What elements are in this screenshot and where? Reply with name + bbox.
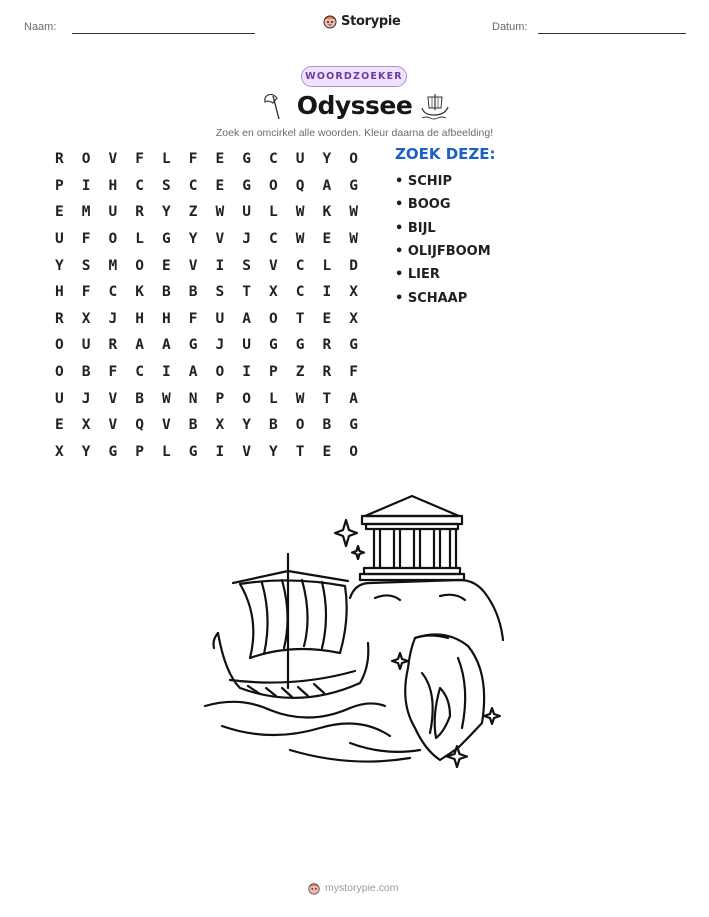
grid-letter[interactable]: X (349, 284, 358, 301)
grid-letter[interactable]: U (55, 231, 64, 248)
grid-letter[interactable]: K (322, 204, 332, 221)
grid-letter[interactable]: C (269, 151, 278, 168)
grid-row (46, 439, 367, 466)
grid-letter[interactable]: G (349, 177, 358, 194)
grid-letter[interactable]: I (162, 364, 171, 381)
grid-letter[interactable]: H (55, 284, 64, 301)
grid-letter[interactable]: R (55, 151, 64, 168)
page-title: Odyssee (296, 91, 413, 120)
grid-letter[interactable]: S (215, 284, 225, 301)
grid-letter[interactable]: B (269, 417, 278, 434)
word-list-item: • OLIJFBOOM (395, 244, 491, 260)
grid-row (46, 146, 367, 173)
grid-row (46, 199, 367, 226)
grid-letter[interactable]: V (215, 231, 225, 248)
grid-letter[interactable]: V (108, 151, 118, 168)
grid-letter[interactable]: G (349, 417, 358, 434)
grid-letter[interactable]: E (55, 204, 64, 221)
grid-letter[interactable]: J (108, 310, 118, 327)
grid-letter[interactable]: A (349, 390, 358, 407)
grid-letter[interactable]: A (162, 337, 171, 354)
word-list-item: • LIER (395, 267, 440, 283)
grid-letter[interactable]: U (242, 204, 251, 221)
date-label: Datum: (492, 21, 528, 33)
grid-letter[interactable]: F (81, 284, 91, 301)
grid-letter[interactable]: O (135, 257, 144, 274)
word-list-item: • SCHAAP (395, 290, 468, 306)
grid-letter[interactable]: O (242, 390, 251, 407)
grid-letter[interactable]: G (188, 443, 198, 460)
grid-row (46, 359, 367, 386)
odyssey-illustration (200, 488, 510, 788)
grid-letter[interactable]: P (135, 443, 144, 460)
grid-letter[interactable]: O (295, 417, 305, 434)
grid-letter[interactable]: V (108, 390, 118, 407)
grid-letter[interactable]: Z (295, 364, 305, 381)
grid-letter[interactable]: W (295, 204, 305, 221)
grid-letter[interactable]: C (108, 284, 118, 301)
word-list-title: ZOEK DEZE: (395, 145, 496, 163)
grid-letter[interactable]: X (81, 417, 91, 434)
grid-letter[interactable]: C (269, 231, 278, 248)
grid-letter[interactable]: G (162, 231, 171, 248)
grid-row (46, 412, 367, 439)
grid-letter[interactable]: L (162, 443, 171, 460)
name-label: Naam: (24, 21, 57, 33)
grid-letter[interactable]: X (55, 443, 64, 460)
grid-letter[interactable]: T (322, 390, 332, 407)
grid-letter[interactable]: I (242, 364, 251, 381)
grid-letter[interactable]: G (349, 337, 358, 354)
grid-letter[interactable]: F (188, 151, 198, 168)
grid-letter[interactable]: R (55, 310, 64, 327)
grid-letter[interactable]: X (269, 284, 278, 301)
grid-letter[interactable]: P (55, 177, 64, 194)
grid-letter[interactable]: Y (269, 443, 278, 460)
grid-letter[interactable]: W (162, 390, 171, 407)
grid-letter[interactable]: B (188, 417, 198, 434)
grid-letter[interactable]: V (108, 417, 118, 434)
grid-letter[interactable]: I (322, 284, 332, 301)
grid-letter[interactable]: E (322, 231, 332, 248)
grid-letter[interactable]: S (242, 257, 251, 274)
grid-letter[interactable]: Q (135, 417, 144, 434)
grid-letter[interactable]: I (81, 177, 91, 194)
grid-letter[interactable]: W (349, 204, 358, 221)
grid-letter[interactable]: G (295, 337, 305, 354)
grid-letter[interactable]: O (108, 231, 118, 248)
grid-letter[interactable]: X (81, 310, 91, 327)
grid-letter[interactable]: O (269, 310, 278, 327)
grid-letter[interactable]: C (135, 364, 144, 381)
grid-row (46, 226, 367, 253)
grid-letter[interactable]: F (81, 231, 91, 248)
grid-letter[interactable]: S (81, 257, 91, 274)
brand-name: Storypie (341, 13, 401, 29)
grid-letter[interactable]: A (188, 364, 198, 381)
grid-letter[interactable]: V (242, 443, 251, 460)
word-list-item: • SCHIP (395, 174, 452, 190)
grid-letter[interactable]: M (108, 257, 118, 274)
grid-letter[interactable]: E (215, 177, 225, 194)
grid-letter[interactable]: O (349, 443, 358, 460)
grid-letter[interactable]: L (135, 231, 144, 248)
grid-letter[interactable]: X (349, 310, 358, 327)
grid-letter[interactable]: I (215, 257, 225, 274)
grid-letter[interactable]: T (295, 310, 305, 327)
grid-letter[interactable]: H (108, 177, 118, 194)
grid-letter[interactable]: T (295, 443, 305, 460)
grid-letter[interactable]: C (188, 177, 198, 194)
grid-letter[interactable]: X (215, 417, 225, 434)
grid-letter[interactable]: L (269, 204, 278, 221)
grid-letter[interactable]: C (135, 177, 144, 194)
grid-letter[interactable]: C (295, 284, 305, 301)
helmet-icon (405, 634, 484, 760)
grid-letter[interactable]: K (135, 284, 144, 301)
grid-row (46, 332, 367, 359)
grid-letter[interactable]: Y (55, 257, 64, 274)
grid-letter[interactable]: L (162, 151, 171, 168)
grid-letter[interactable]: Y (242, 417, 251, 434)
word-list (395, 170, 491, 310)
storypie-mascot-icon (322, 13, 338, 29)
grid-letter[interactable]: Y (322, 151, 332, 168)
grid-letter[interactable]: U (81, 337, 91, 354)
grid-letter[interactable]: S (162, 177, 171, 194)
grid-letter[interactable]: O (81, 151, 91, 168)
grid-letter[interactable]: L (322, 257, 332, 274)
grid-letter[interactable]: U (295, 151, 305, 168)
grid-letter[interactable]: B (188, 284, 198, 301)
grid-letter[interactable]: R (322, 364, 332, 381)
grid-row (46, 306, 367, 333)
grid-letter[interactable]: E (55, 417, 64, 434)
grid-letter[interactable]: U (108, 204, 118, 221)
grid-letter[interactable]: R (322, 337, 332, 354)
grid-letter[interactable]: A (242, 310, 251, 327)
grid-letter[interactable]: Y (188, 231, 198, 248)
grid-letter[interactable]: W (349, 231, 358, 248)
grid-letter[interactable]: H (135, 310, 144, 327)
word-search-grid[interactable] (46, 146, 367, 465)
temple-icon (360, 496, 464, 580)
grid-letter[interactable]: L (269, 390, 278, 407)
grid-letter[interactable]: G (269, 337, 278, 354)
brand-logo (322, 13, 401, 29)
grid-letter[interactable]: D (349, 257, 358, 274)
grid-letter[interactable]: M (81, 204, 91, 221)
grid-row (46, 385, 367, 412)
grid-letter[interactable]: E (322, 310, 332, 327)
grid-letter[interactable]: W (295, 390, 305, 407)
grid-letter[interactable]: O (349, 151, 358, 168)
grid-letter[interactable]: J (242, 231, 251, 248)
grid-letter[interactable]: P (269, 364, 278, 381)
word-list-item: • BOOG (395, 197, 451, 213)
grid-row (46, 279, 367, 306)
grid-letter[interactable]: O (215, 364, 225, 381)
grid-letter[interactable]: W (295, 231, 305, 248)
grid-letter[interactable]: E (215, 151, 225, 168)
grid-letter[interactable]: B (162, 284, 171, 301)
instructions: Zoek en omcirkel alle woorden. Kleur daarna de afbeelding! (215, 127, 494, 139)
grid-letter[interactable]: H (162, 310, 171, 327)
grid-letter[interactable]: Z (188, 204, 198, 221)
grid-letter[interactable]: V (162, 417, 171, 434)
grid-letter[interactable]: F (188, 310, 198, 327)
grid-letter[interactable]: V (188, 257, 198, 274)
footer-url[interactable]: mystorypie.com (325, 882, 399, 894)
grid-row (46, 173, 367, 200)
grid-letter[interactable]: N (188, 390, 198, 407)
grid-letter[interactable]: T (242, 284, 251, 301)
grid-letter[interactable]: R (135, 204, 144, 221)
storypie-mascot-icon (307, 881, 321, 895)
grid-letter[interactable]: J (215, 337, 225, 354)
date-line[interactable] (538, 33, 686, 34)
worksheet-type-badge: WOORDZOEKER (301, 66, 407, 87)
grid-letter[interactable]: Y (162, 204, 171, 221)
grid-letter[interactable]: A (135, 337, 144, 354)
grid-letter[interactable]: E (322, 443, 332, 460)
name-line[interactable] (72, 33, 255, 34)
grid-letter[interactable]: R (108, 337, 118, 354)
viking-ship-icon (420, 92, 450, 120)
grid-letter[interactable]: U (242, 337, 251, 354)
footer (307, 881, 399, 895)
grid-letter[interactable]: F (108, 364, 118, 381)
grid-letter[interactable]: O (269, 177, 278, 194)
grid-letter[interactable]: C (295, 257, 305, 274)
grid-letter[interactable]: P (215, 390, 225, 407)
grid-letter[interactable]: G (242, 151, 251, 168)
ship-icon (214, 554, 369, 698)
grid-letter[interactable]: O (55, 364, 64, 381)
grid-letter[interactable]: V (269, 257, 278, 274)
grid-letter[interactable]: G (188, 337, 198, 354)
grid-letter[interactable]: B (322, 417, 332, 434)
grid-letter[interactable]: B (81, 364, 91, 381)
grid-letter[interactable]: G (108, 443, 118, 460)
grid-letter[interactable]: W (215, 204, 225, 221)
grid-row (46, 252, 367, 279)
word-list-item: • BIJL (395, 220, 436, 236)
grid-letter[interactable]: F (135, 151, 144, 168)
grid-letter[interactable]: U (55, 390, 64, 407)
grid-letter[interactable]: A (322, 177, 332, 194)
grid-letter[interactable]: E (162, 257, 171, 274)
grid-letter[interactable]: I (215, 443, 225, 460)
grid-letter[interactable]: Y (81, 443, 91, 460)
grid-letter[interactable]: G (242, 177, 251, 194)
grid-letter[interactable]: Q (295, 177, 305, 194)
grid-letter[interactable]: J (81, 390, 91, 407)
grid-letter[interactable]: U (215, 310, 225, 327)
grid-letter[interactable]: B (135, 390, 144, 407)
grid-letter[interactable]: F (349, 364, 358, 381)
grid-letter[interactable]: O (55, 337, 64, 354)
